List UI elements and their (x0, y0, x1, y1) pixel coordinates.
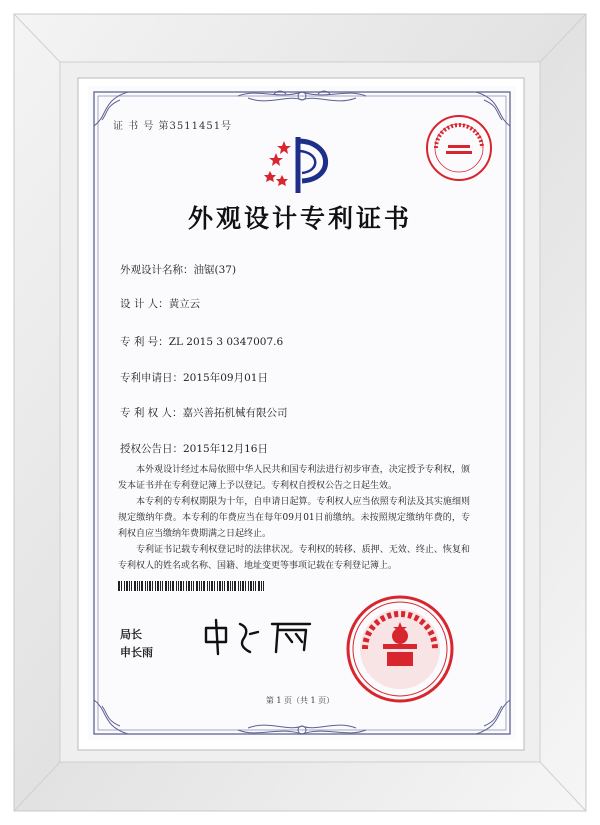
barcode-bar (165, 581, 167, 591)
field-value: 油锯(37) (193, 264, 237, 276)
field-label: 专利申请日： (120, 372, 183, 384)
barcode-bar (255, 581, 256, 591)
barcode-bar (137, 581, 138, 591)
barcode-bar (124, 581, 125, 591)
field-label: 授权公告日： (120, 443, 183, 455)
barcode-bar (248, 581, 249, 591)
barcode-bar (121, 581, 122, 591)
certificate-number: 证 书 号 第3511451号 (113, 121, 233, 132)
barcode-bar (219, 581, 221, 591)
barcode-bar (157, 581, 159, 591)
field-value: 黄立云 (168, 298, 201, 310)
barcode-bar (170, 581, 171, 591)
barcode-bar (242, 581, 244, 591)
barcode-bar (222, 581, 223, 591)
barcode-bar (207, 581, 208, 591)
barcode-bar (211, 581, 213, 591)
barcode-bar (145, 581, 146, 591)
field-patent-number (120, 334, 283, 349)
barcode-bar (230, 581, 231, 591)
barcode-bar (227, 581, 229, 591)
barcode-bar (261, 581, 262, 591)
body-paragraph-3: 专利证书记载专利权登记时的法律状况。专利权的转移、质押、无效、终止、恢复和专利权人的姓名或名称、国籍、地址变更等事项记载在专利登记簿上。 (118, 545, 470, 571)
barcode-bar (245, 581, 246, 591)
barcode-bar (160, 581, 161, 591)
field-announcement-date (120, 441, 268, 456)
field-patentee (120, 405, 288, 420)
body-paragraph-1: 本外观设计经过本局依照中华人民共和国专利法进行初步审查，决定授予专利权，颁发本证书并在专利登记簿上予以登记。专利权自授权公告之日起生效。 (118, 465, 470, 491)
field-label: 专 利 权 人： (120, 407, 183, 419)
barcode-bar (178, 581, 179, 591)
field-label: 设 计 人： (120, 298, 169, 310)
field-label: 外观设计名称： (120, 264, 194, 276)
official-seal-icon (345, 594, 455, 704)
body-paragraph-2: 本专利的专利权期限为十年，自申请日起算。专利权人应当依照专利法及其实施细则规定缴纳年费。本专利的年费应当在每年09月01日前缴纳。未按照规定缴纳年费的，专利权自应当缴纳年费期满之日起终止。 (118, 497, 470, 539)
barcode-bar (258, 581, 260, 591)
barcode-bar (155, 581, 156, 591)
barcode-bar (238, 581, 239, 591)
barcode-bar (129, 581, 130, 591)
barcode-bar (176, 581, 177, 591)
barcode-bar (240, 581, 241, 591)
patent-office-logo-icon (262, 131, 340, 195)
field-design-name (120, 262, 236, 277)
barcode-bar (180, 581, 182, 591)
barcode-bar (118, 581, 120, 591)
certificate-title: 外观设计专利证书 (187, 204, 412, 233)
barcode-bar (139, 581, 140, 591)
barcode-bar (126, 581, 128, 591)
barcode-bar (131, 581, 132, 591)
field-value: 2015年12月16日 (183, 443, 268, 455)
barcode-bar (253, 581, 254, 591)
barcode-bar (141, 581, 143, 591)
barcode-bar (172, 581, 174, 591)
barcode-bar (191, 581, 192, 591)
barcode-bar (199, 581, 200, 591)
barcode-bar (196, 581, 198, 591)
barcode-bar (188, 581, 190, 591)
barcode-bar (224, 581, 225, 591)
barcode-bar (168, 581, 169, 591)
field-value: 嘉兴善拓机械有限公司 (182, 407, 288, 419)
handwritten-signature (200, 616, 320, 656)
barcode-bar (232, 581, 233, 591)
barcode-bar (201, 581, 202, 591)
signature-role: 局长 (120, 628, 142, 641)
agency-seal-icon (424, 113, 494, 183)
barcode-bar (147, 581, 148, 591)
barcode-bar (214, 581, 215, 591)
barcode (118, 581, 266, 591)
signature-name: 申长雨 (120, 646, 153, 659)
page-footer: 第 1 页（共 1 页） (265, 696, 335, 705)
barcode-bar (134, 581, 136, 591)
field-value: ZL 2015 3 0347007.6 (168, 336, 284, 348)
barcode-bar (234, 581, 236, 591)
barcode-bar (149, 581, 151, 591)
barcode-bar (263, 581, 264, 591)
barcode-bar (209, 581, 210, 591)
field-designer (120, 296, 200, 311)
barcode-bar (183, 581, 184, 591)
field-label: 专 利 号： (120, 336, 169, 348)
barcode-bar (250, 581, 252, 591)
field-value: 2015年09月01日 (183, 372, 268, 384)
barcode-bar (217, 581, 218, 591)
barcode-bar (152, 581, 153, 591)
field-filing-date (120, 370, 268, 385)
barcode-bar (186, 581, 187, 591)
barcode-bar (203, 581, 205, 591)
barcode-bar (162, 581, 163, 591)
barcode-bar (193, 581, 194, 591)
